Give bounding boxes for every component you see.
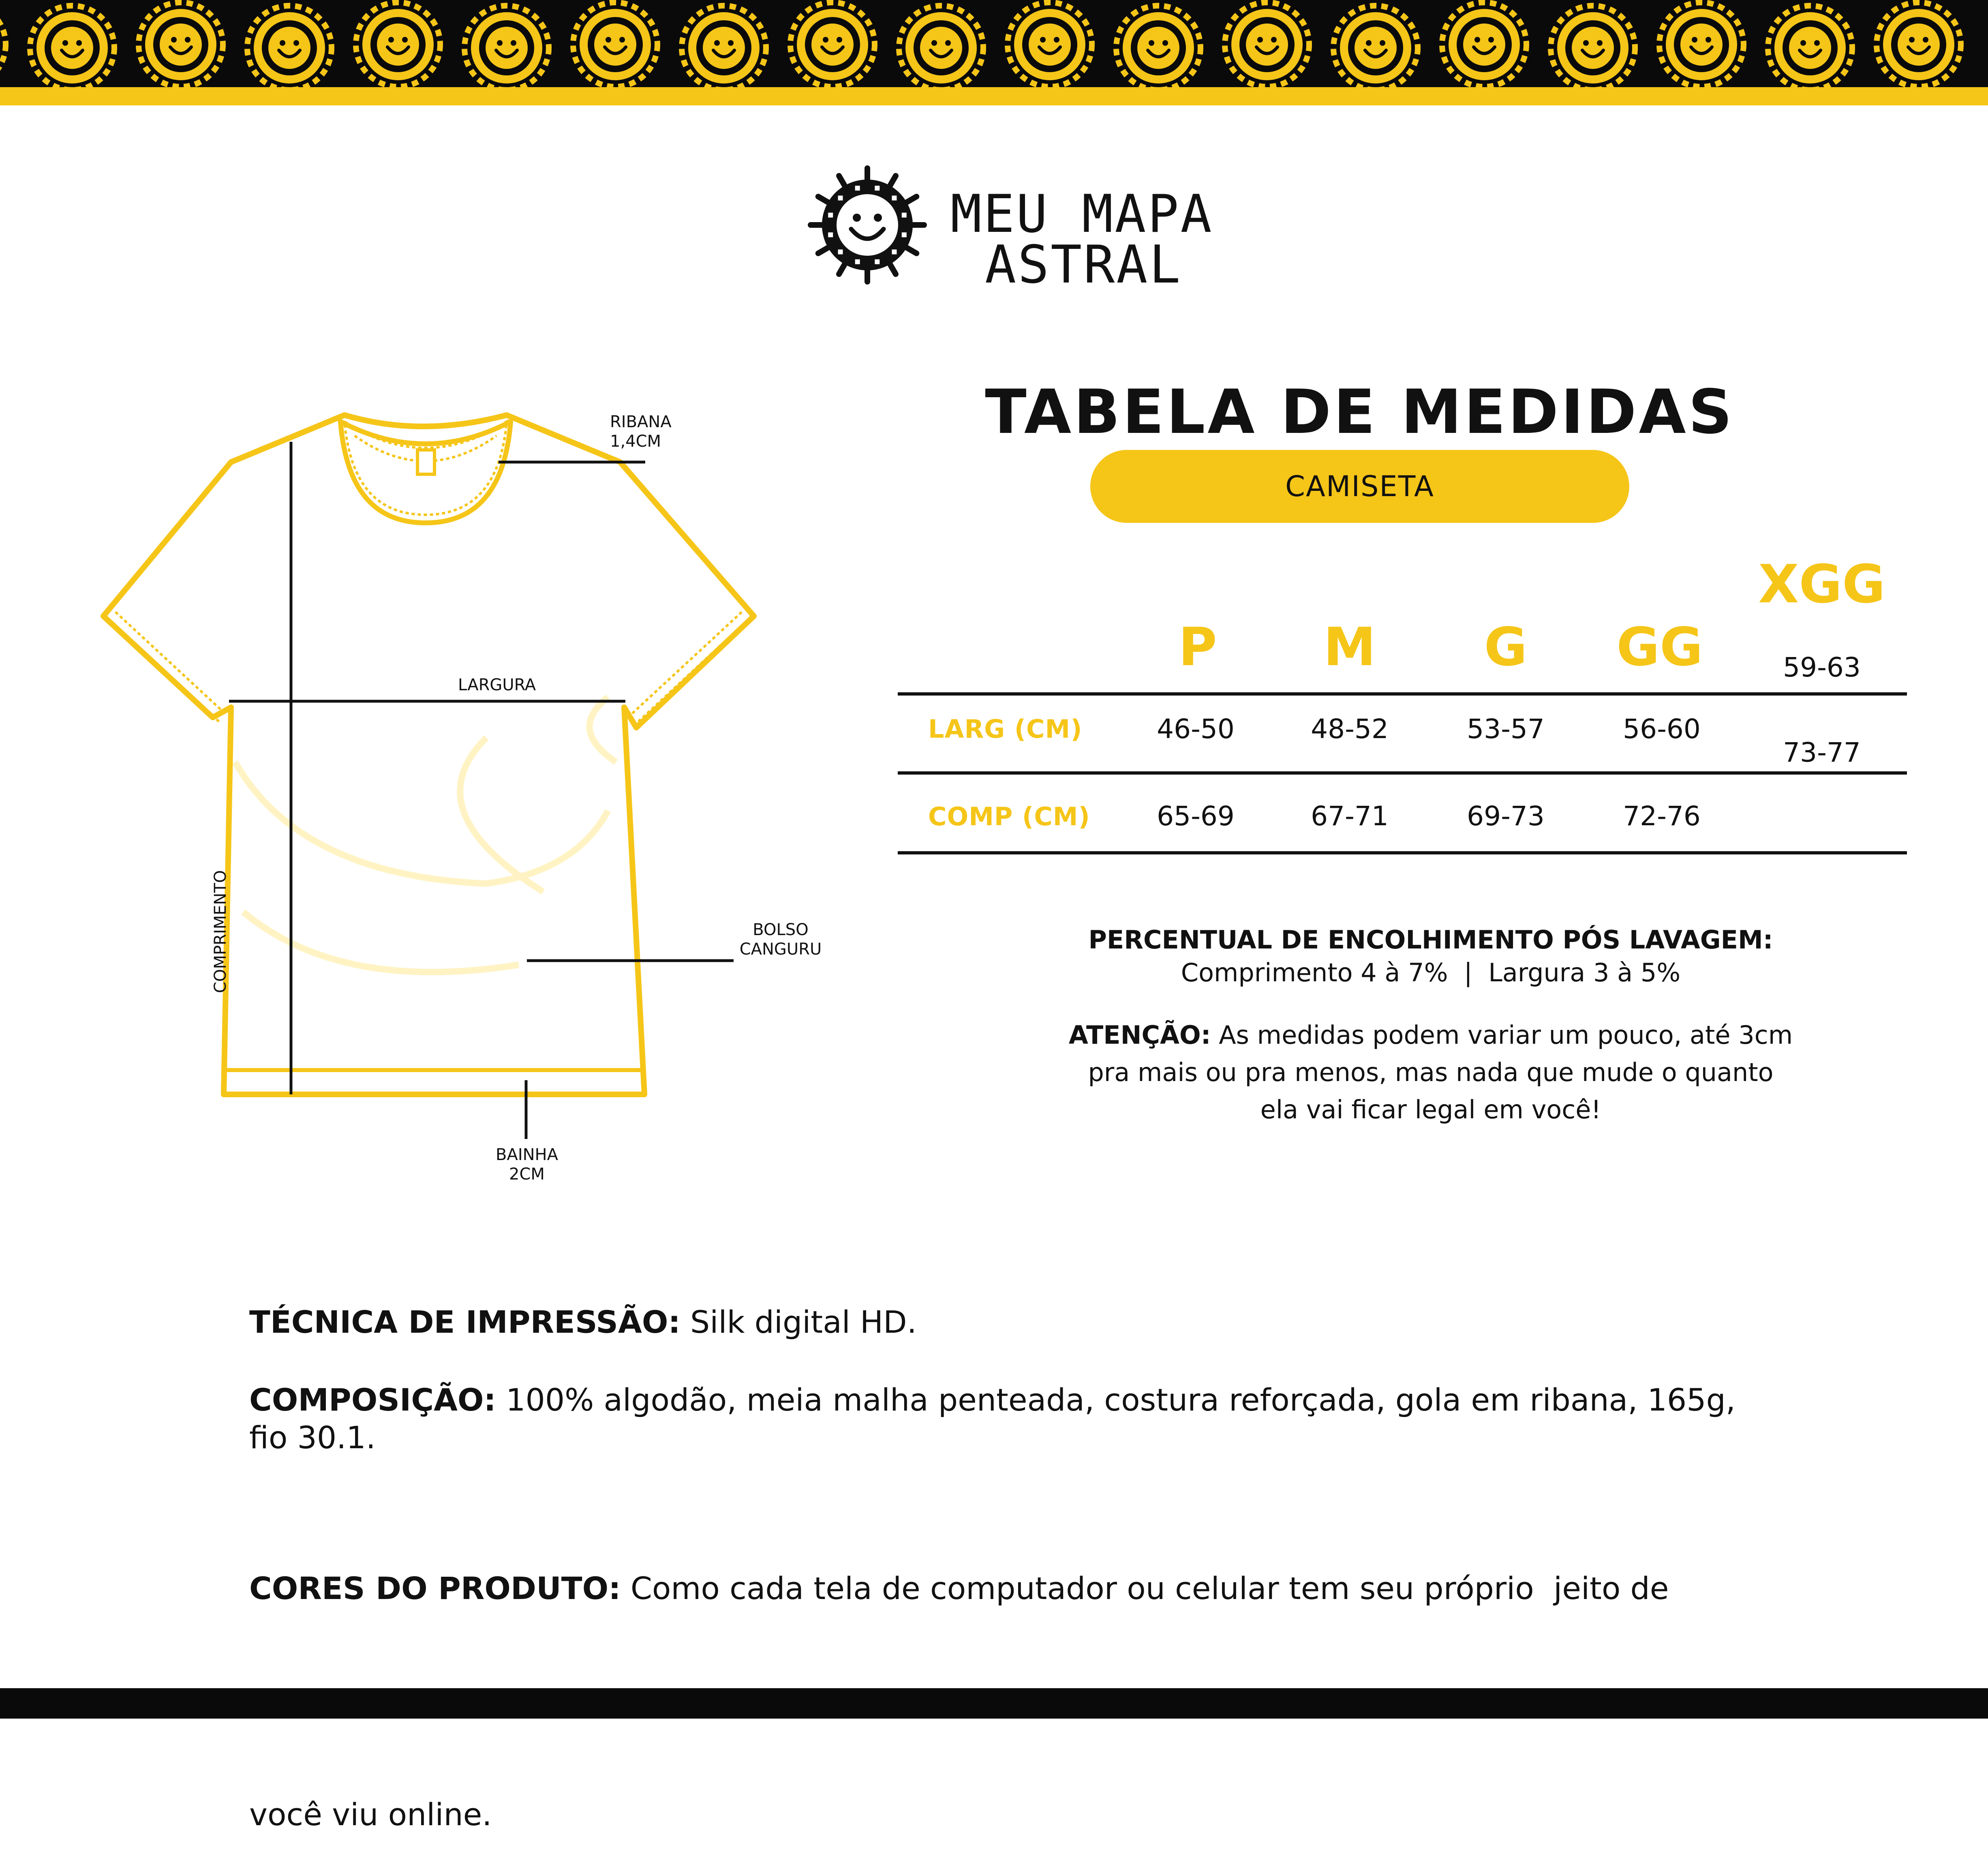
top-pattern-band (0, 0, 1988, 105)
spec-composicao-text-1: 100% algodão, meia malha penteada, costura reforçada, gola em ribana, 165g, (506, 1382, 1735, 1418)
row-label-largura: LARG (CM) (928, 714, 1083, 744)
brand-line-2: ASTRAL (985, 235, 1182, 295)
tshirt-outline (103, 415, 754, 1094)
size-header-xgg: XGG (1758, 553, 1885, 615)
spec-cores-text-1: Como cada tela de computador ou celular tem seu próprio jeito de (630, 1570, 1669, 1606)
bainha-label: BAINHA (496, 1145, 558, 1164)
comprimento-label: COMPRIMENTO (211, 870, 230, 993)
ribana-label: RIBANA (610, 413, 672, 431)
bottom-band (0, 1688, 1988, 1719)
ribana-size-label: 1,4CM (610, 432, 661, 451)
zodiac-glyph-icon (875, 186, 880, 191)
spec-tecnica-text: Silk digital HD. (690, 1304, 917, 1340)
table-rule-bottom (898, 851, 1907, 854)
size-header-p: P (1178, 616, 1217, 678)
zodiac-glyph-icon (838, 196, 843, 201)
tshirt-diagram (97, 405, 827, 1196)
spec-composicao-label: COMPOSIÇÃO: (249, 1382, 496, 1418)
zodiac-glyph-icon (892, 196, 897, 201)
attention-line-3: ela vai ficar legal em você! (1260, 1095, 1601, 1124)
bainha-size-label: 2CM (509, 1165, 545, 1184)
cell-larg-m: 48-52 (1311, 713, 1389, 745)
cell-larg-g: 53-57 (1467, 713, 1545, 745)
shrinkage-title: PERCENTUAL DE ENCOLHIMENTO PÓS LAVAGEM: (1088, 925, 1773, 955)
product-pill: CAMISETA (1090, 450, 1629, 523)
attention-label: ATENÇÃO: (1068, 1020, 1211, 1050)
right-cuff-stitch-2 (632, 612, 742, 713)
neck-label (417, 450, 434, 474)
table-title: TABELA DE MEDIDAS (985, 377, 1735, 447)
cell-larg-gg: 56-60 (1623, 713, 1701, 745)
zodiac-glyph-icon (828, 213, 833, 218)
bolso-label: BOLSO (753, 921, 809, 939)
size-header-m: M (1323, 616, 1376, 678)
spec-cores-label: CORES DO PRODUTO: (249, 1570, 621, 1606)
cell-comp-gg: 72-76 (1623, 801, 1701, 832)
cell-comp-m: 67-71 (1311, 801, 1389, 832)
left-cuff-stitch-2 (116, 612, 225, 713)
zodiac-glyph-icon (875, 259, 880, 264)
zodiac-glyph-icon (828, 232, 833, 237)
cell-comp-xgg: 73-77 (1783, 737, 1861, 768)
smiley-zodiac-wheel-icon (807, 164, 928, 286)
size-header-g: G (1484, 616, 1528, 678)
zodiac-glyph-icon (892, 249, 897, 254)
size-header-gg: GG (1616, 616, 1703, 678)
attention-line-2: pra mais ou pra menos, mas nada que mude o quanto (1088, 1058, 1774, 1087)
spec-tecnica (249, 1303, 1870, 1341)
table-rule-middle (898, 771, 1907, 775)
spec-composicao (249, 1381, 1870, 1456)
spec-cores (249, 1494, 1870, 1871)
zodiac-glyph-icon (838, 249, 843, 254)
attention-text-1: As medidas podem variar um pouco, até 3cm (1219, 1020, 1793, 1050)
spec-composicao-text-2: fio 30.1. (249, 1419, 376, 1456)
row-label-comprimento: COMP (CM) (928, 802, 1090, 831)
spec-tecnica-label: TÉCNICA DE IMPRESSÃO: (249, 1304, 680, 1340)
largura-label: LARGURA (458, 676, 536, 694)
brand-line-1: MEU MAPA (950, 184, 1213, 244)
spec-cores-text-3: você viu online. (249, 1796, 492, 1832)
cell-comp-p: 65-69 (1157, 801, 1235, 832)
canguru-label: CANGURU (739, 940, 822, 959)
cell-comp-g: 69-73 (1467, 801, 1545, 832)
cell-larg-xgg: 59-63 (1783, 652, 1861, 683)
zodiac-glyph-icon (902, 213, 907, 218)
attention-line-1 (944, 1017, 1917, 1054)
zodiac-glyph-icon (902, 232, 907, 237)
shrinkage-text: Comprimento 4 à 7% | Largura 3 à 5% (1181, 958, 1681, 987)
table-rule-top (898, 692, 1907, 696)
cell-larg-p: 46-50 (1157, 713, 1235, 745)
zodiac-glyph-icon (855, 259, 860, 264)
zodiac-glyph-icon (855, 186, 860, 191)
